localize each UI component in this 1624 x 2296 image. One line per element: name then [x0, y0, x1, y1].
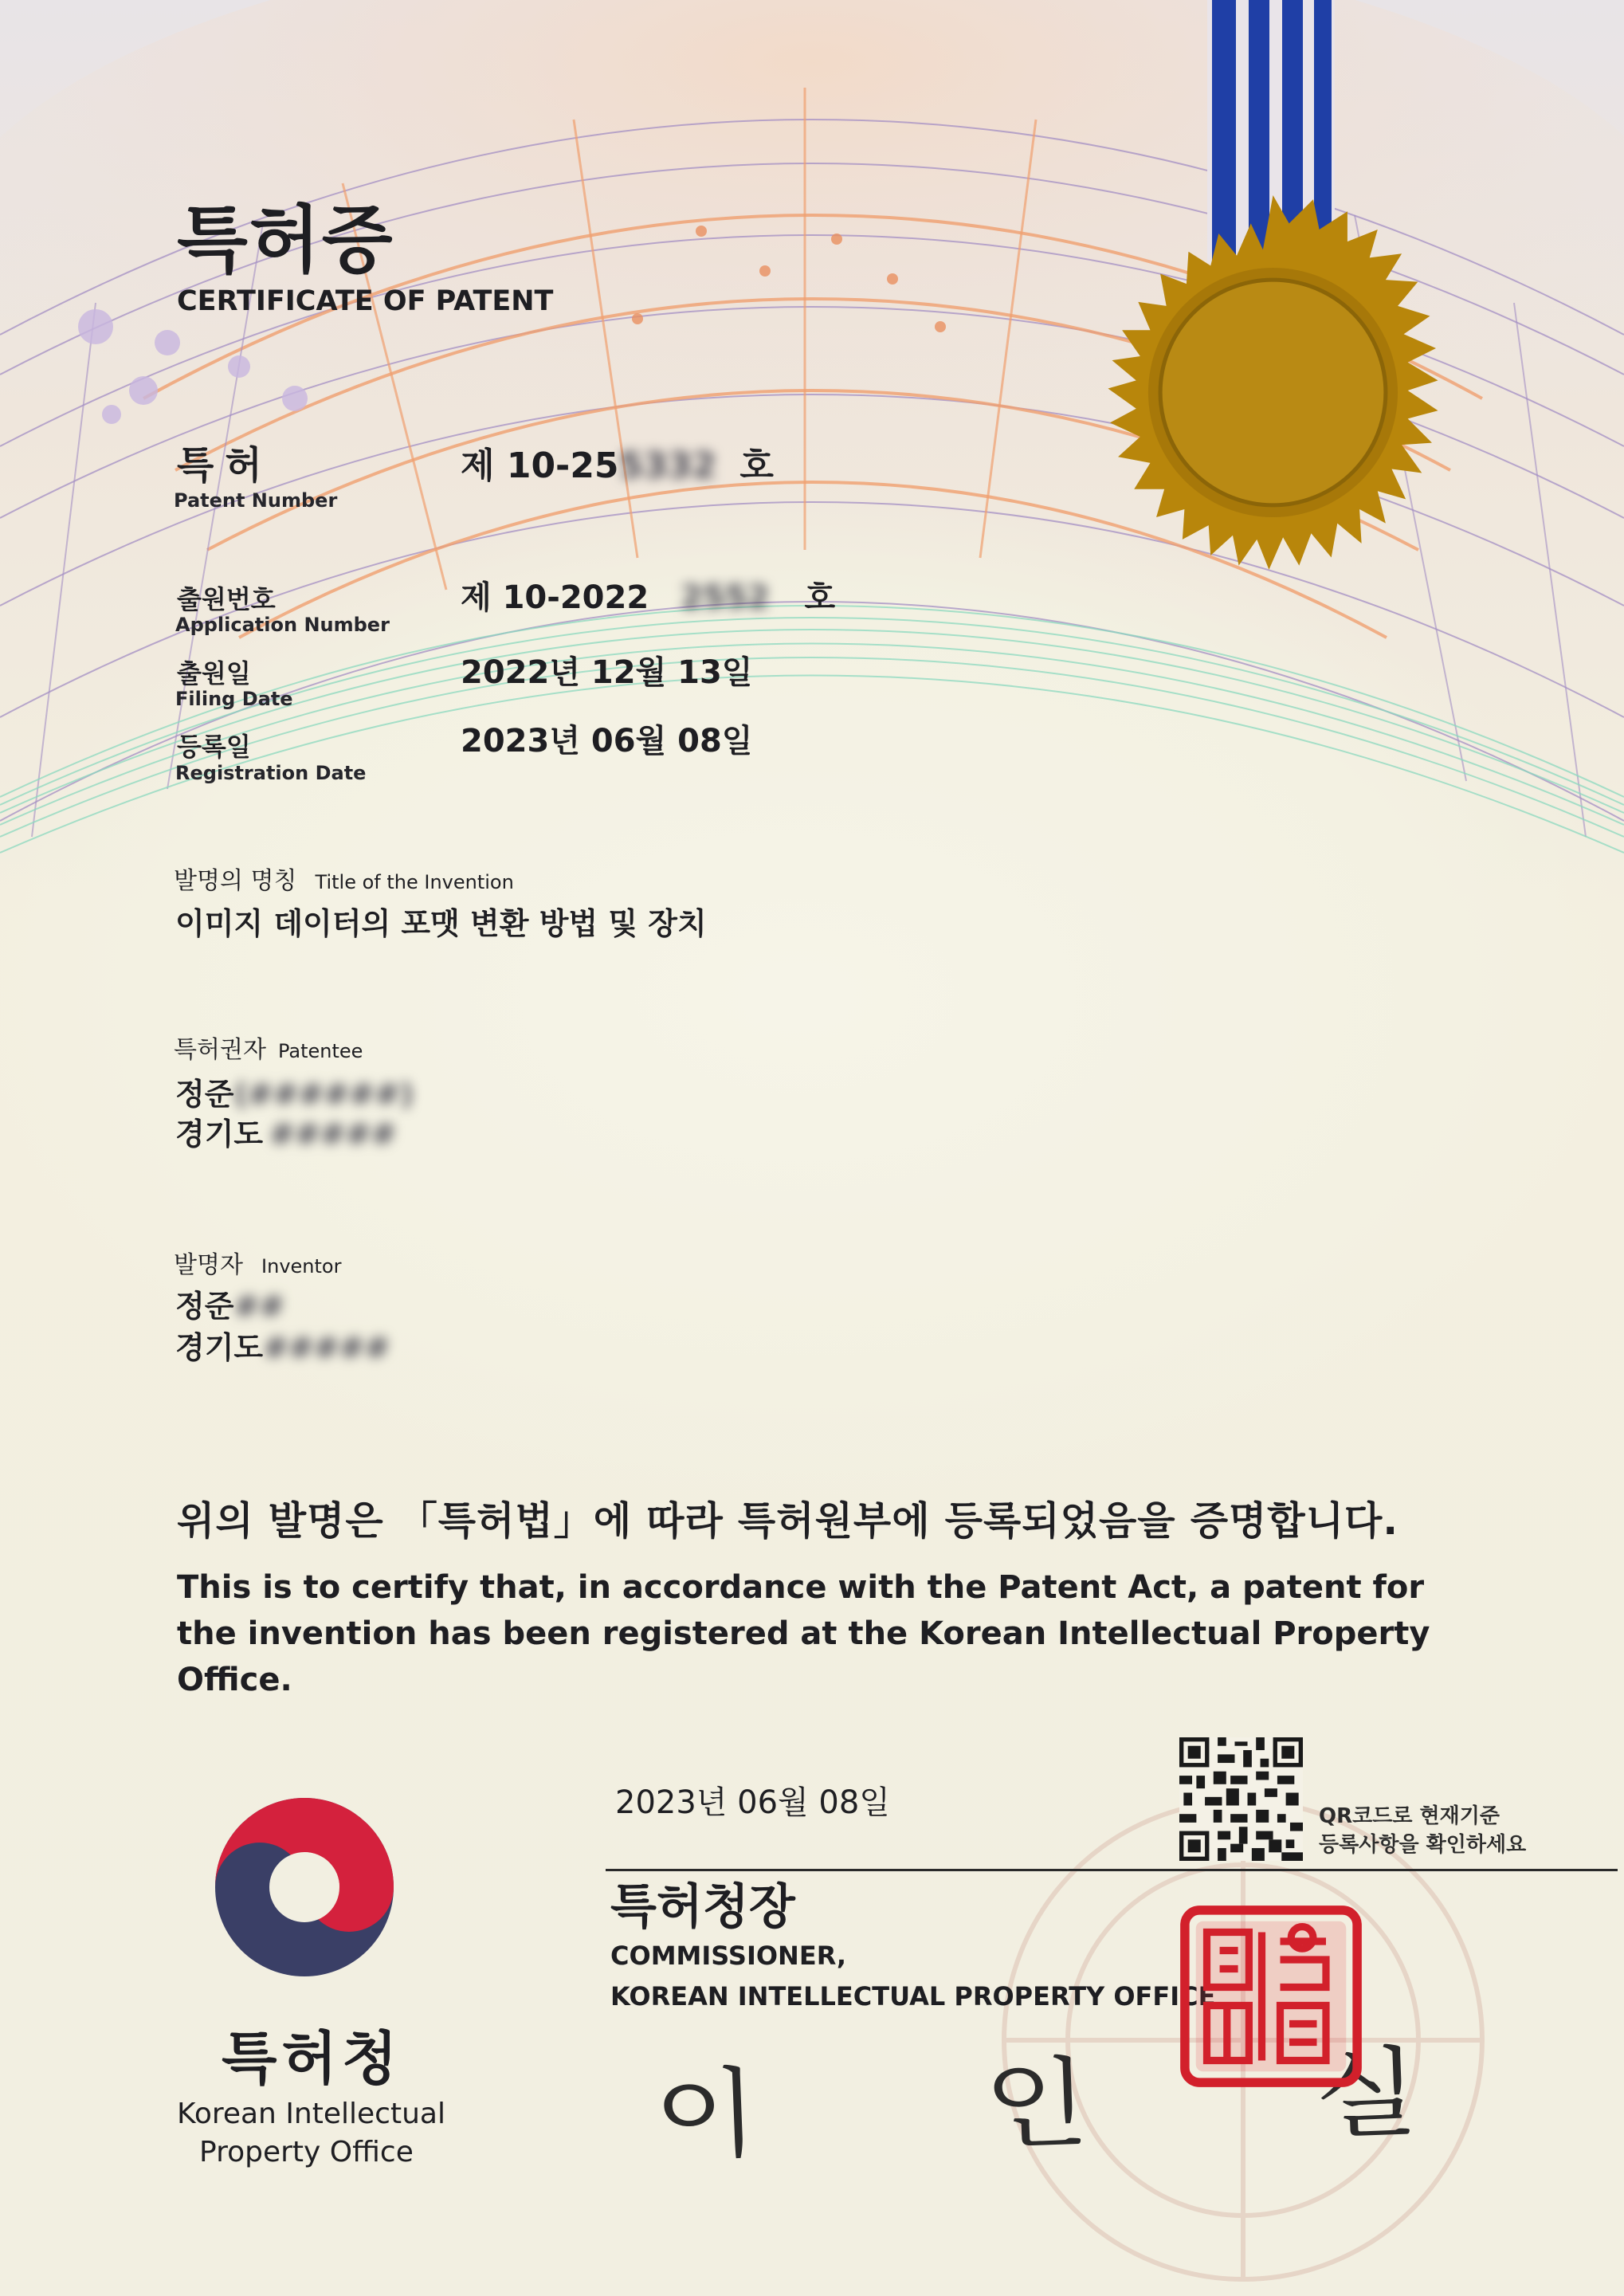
qr-code[interactable] [1179, 1737, 1303, 1861]
patentee-name-redacted: (######) [233, 1077, 414, 1112]
inventor-name-redacted: ## [233, 1289, 285, 1324]
issue-date: 2023년 06월 08일 [615, 1784, 890, 1821]
application-number-value: 제 10-2022 2552 호 [461, 579, 836, 616]
commissioner-title-en: COMMISSIONER, [610, 1941, 847, 1971]
commissioner-office-en: KOREAN INTELLECTUAL PROPERTY OFFICE [610, 1981, 1216, 2011]
patent-number-value: 제 10-255332 호 [461, 445, 774, 486]
gold-seal [1072, 191, 1474, 594]
inventor-name: 정준## [175, 1289, 285, 1324]
registration-date-label-ko: 등록일 [177, 732, 251, 762]
taegeuk-emblem-icon [209, 1792, 400, 1983]
qr-note-line2: 등록사항을 확인하세요 [1319, 1833, 1527, 1857]
inventor-address: 경기도##### [175, 1330, 390, 1365]
commissioner-signature: 이 인 실 [652, 2033, 1517, 2174]
patent-number-label-ko: 특허 [177, 443, 273, 488]
patentee-name: 정준(######) [175, 1077, 414, 1112]
invention-title-label: 발명의 명칭 Title of the Invention [174, 867, 514, 895]
office-name-en-line2: Property Office [199, 2136, 414, 2168]
application-number-label-en: Application Number [175, 614, 390, 636]
office-name-en-line1: Korean Intellectual [177, 2098, 445, 2130]
patentee-address: 경기도 ##### [175, 1117, 397, 1152]
office-name-ko: 특허청 [222, 2025, 402, 2092]
certification-statement-en: This is to certify that, in accordance with the Patent Act, a patent for the invention has been registered at the Korean Intellectual Property Office. [177, 1569, 1430, 1698]
certification-statement-ko: 위의 발명은 「특허법」에 따라 특허원부에 등록되었음을 증명합니다. [177, 1498, 1398, 1544]
certificate-title-en: CERTIFICATE OF PATENT [177, 285, 554, 317]
certificate-title-ko: 특허증 [177, 198, 394, 283]
inventor-label: 발명자 Inventor [174, 1251, 342, 1279]
invention-title-value: 이미지 데이터의 포맷 변환 방법 및 장치 [175, 906, 707, 941]
qr-note-line1: QR코드로 현재기준 [1319, 1804, 1500, 1828]
filing-date-label-ko: 출원일 [177, 658, 251, 689]
registration-date-value: 2023년 06월 08일 [461, 723, 753, 759]
application-number-redacted: 2552 [681, 579, 770, 616]
application-number-label-ko: 출원번호 [177, 584, 276, 614]
patentee-address-redacted: ##### [269, 1117, 397, 1152]
commissioner-title-ko: 특허청장 [610, 1879, 795, 1935]
patent-number-label-en: Patent Number [174, 489, 338, 512]
patent-number-redacted: 5332 [618, 445, 717, 486]
inventor-address-redacted: ##### [263, 1330, 390, 1365]
official-red-seal [1179, 1905, 1363, 2088]
filing-date-label-en: Filing Date [175, 688, 293, 710]
filing-date-value: 2022년 12월 13일 [461, 654, 753, 691]
registration-date-label-en: Registration Date [175, 762, 367, 784]
patentee-label: 특허권자 Patentee [174, 1036, 363, 1064]
